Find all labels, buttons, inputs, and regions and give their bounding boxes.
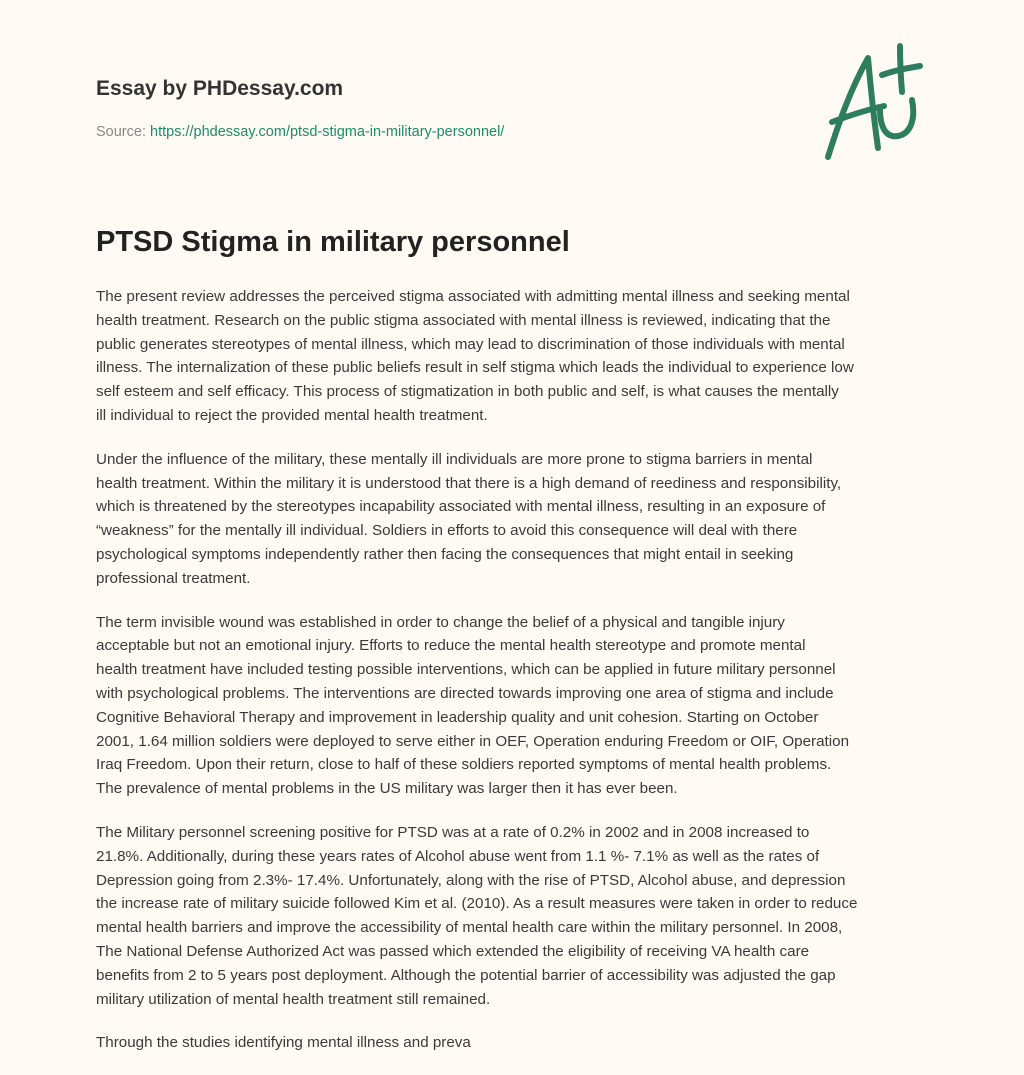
paragraph-line: 21.8%. Additionally, during these years rates of Alcohol abuse went from 1.1 %- 7.1% as well as the rates of [96, 847, 820, 865]
paragraph-line: Through the studies identifying mental illness and preva [96, 1034, 471, 1052]
paragraph-line: “weakness” for the mentally ill individual. Soldiers in efforts to avoid this consequence will deal with there [96, 522, 798, 540]
paragraph-line: illness. The internalization of these public beliefs result in self stigma which leads the individual to experience low [96, 359, 854, 377]
paragraph-line: Iraq Freedom. Upon their return, close to half of these soldiers reported symptoms of mental health problems. [96, 756, 832, 774]
a-plus-logo-icon [818, 40, 928, 165]
paragraph-line: Under the influence of the military, these mentally ill individuals are more prone to stigma barriers in mental [96, 450, 813, 468]
paragraph-line: Cognitive Behavioral Therapy and improvement in leadership quality and unit cohesion. Starting on October [96, 708, 819, 726]
paragraph-line: 2001, 1.64 million soldiers were deployed to serve either in OEF, Operation enduring Freedom or OIF, Operation [96, 732, 850, 750]
paragraph-line: ill individual to reject the provided mental health treatment. [96, 406, 488, 424]
essay-paragraph [96, 285, 956, 428]
paragraph-line: which is threatened by the stereotypes incapability associated with mental illness, resulting in an exposure of [96, 498, 826, 516]
paragraph-line: professional treatment. [96, 569, 251, 587]
paragraph-line: public generates stereotypes of mental illness, which may lead to discrimination of those individuals with mental [96, 335, 845, 353]
paragraph-line: health treatment. Research on the public stigma associated with mental illness is reviewed, indicating that the [96, 311, 831, 329]
source-label: Source: [96, 124, 146, 140]
paragraph-line: The National Defense Authorized Act was passed which extended the eligibility of receiving VA health care [96, 942, 810, 960]
paragraph-line: acceptable but not an emotional injury. Efforts to reduce the mental health stereotype and promote mental [96, 637, 806, 655]
paragraph-line: benefits from 2 to 5 years post deployment. Although the potential barrier of accessibility was adjusted the gap [96, 966, 836, 984]
essay-paragraph [96, 611, 956, 801]
essay-body [96, 285, 956, 1075]
paragraph-line: The prevalence of mental problems in the US military was larger then it has ever been. [96, 780, 678, 798]
source-link[interactable]: https://phdessay.com/ptsd-stigma-in-military-personnel/ [150, 124, 505, 140]
paragraph-line: with psychological problems. The interventions are directed towards improving one area of stigma and include [96, 684, 834, 702]
paragraph-line: health treatment. Within the military it is understood that there is a high demand of reediness and responsibility, [96, 474, 842, 492]
essay-title: PTSD Stigma in military personnel [96, 226, 570, 258]
paragraph-line: The present review addresses the perceived stigma associated with admitting mental illness and seeking mental [96, 288, 850, 305]
essay-paragraph [96, 821, 956, 1011]
paragraph-line: the increase rate of military suicide followed Kim et al. (2010). As a result measures were taken in order to reduce [96, 895, 858, 913]
site-brand: Essay by PHDessay.com [96, 77, 344, 100]
paragraph-line: The Military personnel screening positive for PTSD was at a rate of 0.2% in 2002 and in 2008 increased to [96, 823, 810, 841]
essay-paragraph [96, 1031, 956, 1055]
essay-paragraph [96, 448, 956, 591]
paragraph-line: psychological symptoms independently rather then facing the consequences that might entail in seeking [96, 545, 794, 563]
paragraph-line: military utilization of mental health treatment still remained. [96, 990, 491, 1008]
paragraph-line: health treatment have included testing possible interventions, which can be applied in future military personnel [96, 661, 836, 679]
paragraph-line: mental health barriers and improve the accessibility of mental health care within the military personnel. In 2008, [96, 919, 843, 937]
source-line [96, 124, 504, 140]
paragraph-line: self esteem and self efficacy. This process of stigmatization in both public and self, is what causes the mentally [96, 383, 839, 401]
paragraph-line: The term invisible wound was established in order to change the belief of a physical and tangible injury [96, 613, 785, 631]
paragraph-line: Depression going from 2.3%- 17.4%. Unfortunately, along with the rise of PTSD, Alcohol abuse, and depression [96, 871, 846, 889]
